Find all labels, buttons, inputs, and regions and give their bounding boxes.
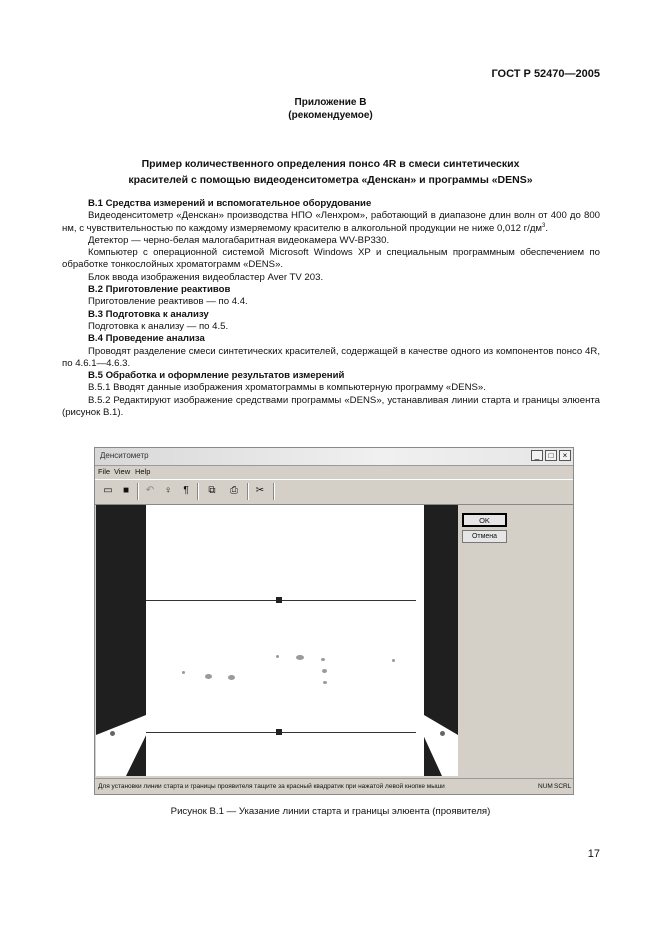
- toolbar-separator: [197, 483, 199, 500]
- section-b1-paragraph-1: [62, 210, 600, 235]
- undo-icon[interactable]: ↶: [145, 485, 155, 496]
- help-icon[interactable]: ¶: [183, 485, 189, 496]
- minimize-button[interactable]: _: [531, 450, 543, 461]
- body-text: [62, 198, 600, 419]
- chromatogram-spot: [205, 674, 212, 679]
- section-b2-heading: В.2 Приготовление реактивов: [88, 284, 231, 296]
- print-icon[interactable]: ⎙: [230, 485, 238, 496]
- chromatogram-spot: [276, 655, 279, 658]
- menu-bar: [95, 466, 573, 478]
- densitometer-window-screenshot: [94, 447, 574, 795]
- status-scrl-indicator: SCRL: [554, 783, 572, 790]
- start-line-handle[interactable]: [276, 729, 282, 735]
- status-num-indicator: NUM: [538, 783, 553, 790]
- window-titlebar: [95, 448, 573, 466]
- appendix-heading: [0, 96, 661, 122]
- plate-left-bevel: [96, 505, 156, 776]
- document-id: ГОСТ Р 52470—2005: [491, 68, 600, 80]
- title-line-2: красителей с помощью видеоденситометра «Денскан» и программы «DENS»: [128, 174, 533, 186]
- section-b3-heading: В.3 Подготовка к анализу: [88, 308, 209, 320]
- chromatogram-spot: [182, 671, 185, 674]
- window-title: Денситометр: [100, 451, 149, 460]
- menu-view[interactable]: View: [114, 467, 131, 476]
- section-b1-paragraph-4: Блок ввода изображения видеобластер Aver TV 203.: [88, 271, 324, 283]
- section-b5-paragraph-2: В.5.2 Редактируют изображение средствами программы «DENS», устанавливая линии старта и границы элюента (рисунок В.1).: [62, 394, 600, 419]
- section-b1-paragraph-2: Детектор — черно-белая малогабаритная видеокамера WV-BP330.: [88, 234, 390, 246]
- chromatogram-spot: [296, 655, 304, 660]
- toolbar-separator: [137, 483, 139, 500]
- section-b4-heading: В.4 Проведение анализа: [88, 333, 205, 345]
- scan-icon[interactable]: ✂: [255, 485, 265, 496]
- toolbar: [95, 479, 573, 505]
- status-message: Для установки линии старта и границы проявителя тащите за красный квадратик при нажатой левой кнопке мыши: [98, 783, 445, 790]
- page-number: 17: [587, 848, 600, 860]
- section-b1-heading: В.1 Средства измерений и вспомогательное оборудование: [88, 198, 372, 209]
- toolbar-separator: [247, 483, 249, 500]
- plate-marker: [110, 731, 115, 736]
- chromatogram-spot: [323, 681, 327, 684]
- open-icon[interactable]: ▭: [103, 485, 113, 496]
- close-button[interactable]: ×: [559, 450, 571, 461]
- figure-caption: Рисунок В.1 — Указание линии старта и границы элюента (проявителя): [170, 806, 491, 817]
- section-b2-paragraph: Приготовление реактивов — по 4.4.: [88, 296, 248, 308]
- ok-button[interactable]: OK: [462, 513, 507, 527]
- plate-edges: [96, 505, 458, 776]
- section-b3-paragraph: Подготовка к анализу — по 4.5.: [88, 320, 229, 332]
- chromatogram-spot: [392, 659, 395, 662]
- appendix-status: (рекомендуемое): [288, 110, 373, 121]
- appendix-label: Приложение В: [294, 97, 367, 108]
- menu-file[interactable]: File: [98, 467, 111, 476]
- chromatogram-spot: [321, 658, 325, 661]
- eluent-front-handle[interactable]: [276, 597, 282, 603]
- bulb-icon[interactable]: ♀: [164, 485, 172, 496]
- appendix-title: [0, 156, 661, 188]
- toolbar-separator: [273, 483, 275, 500]
- section-b5-paragraph-1: В.5.1 Вводят данные изображения хроматограммы в компьютерную программу «DENS».: [88, 382, 486, 394]
- cancel-button[interactable]: Отмена: [462, 530, 507, 543]
- dialog-side-panel: [460, 505, 572, 776]
- title-line-1: Пример количественного определения понсо 4R в смеси синтетических: [141, 158, 520, 170]
- menu-help[interactable]: Help: [135, 467, 151, 476]
- chromatogram-spot: [322, 669, 327, 673]
- section-b4-paragraph: Проводят разделение смеси синтетических красителей, содержащей в качестве одного из компонентов понсо 4R, по 4.6.1—4.6.3.: [62, 345, 600, 369]
- copy-window-icon[interactable]: ⧉: [208, 485, 216, 496]
- b1-p1-end: .: [545, 222, 549, 234]
- status-bar: [95, 778, 573, 795]
- chromatogram-view[interactable]: [96, 505, 458, 776]
- plate-right-bevel: [414, 505, 458, 776]
- section-b5-heading: В.5 Обработка и оформление результатов измерений: [88, 370, 345, 382]
- b1-p1-text: Видеоденситометр «Денскан» производства НПО «Ленхром», работающий в диапазоне длин волн от 400 до 800 нм, с чувствительностью по каждому измеряемому красителю в алкогольной продукции не ниже 0,012 г/дм: [62, 210, 600, 234]
- plate-marker: [440, 731, 445, 736]
- b1-p1-superscript: 3: [542, 222, 546, 229]
- save-icon[interactable]: ■: [122, 485, 130, 496]
- maximize-button[interactable]: □: [545, 450, 557, 461]
- section-b1-paragraph-3: Компьютер с операционной системой Microsoft Windows XP и специальным программным обеспечением по обработке тонкослойных хроматограмм «DENS».: [62, 247, 600, 271]
- chromatogram-spot: [228, 675, 235, 680]
